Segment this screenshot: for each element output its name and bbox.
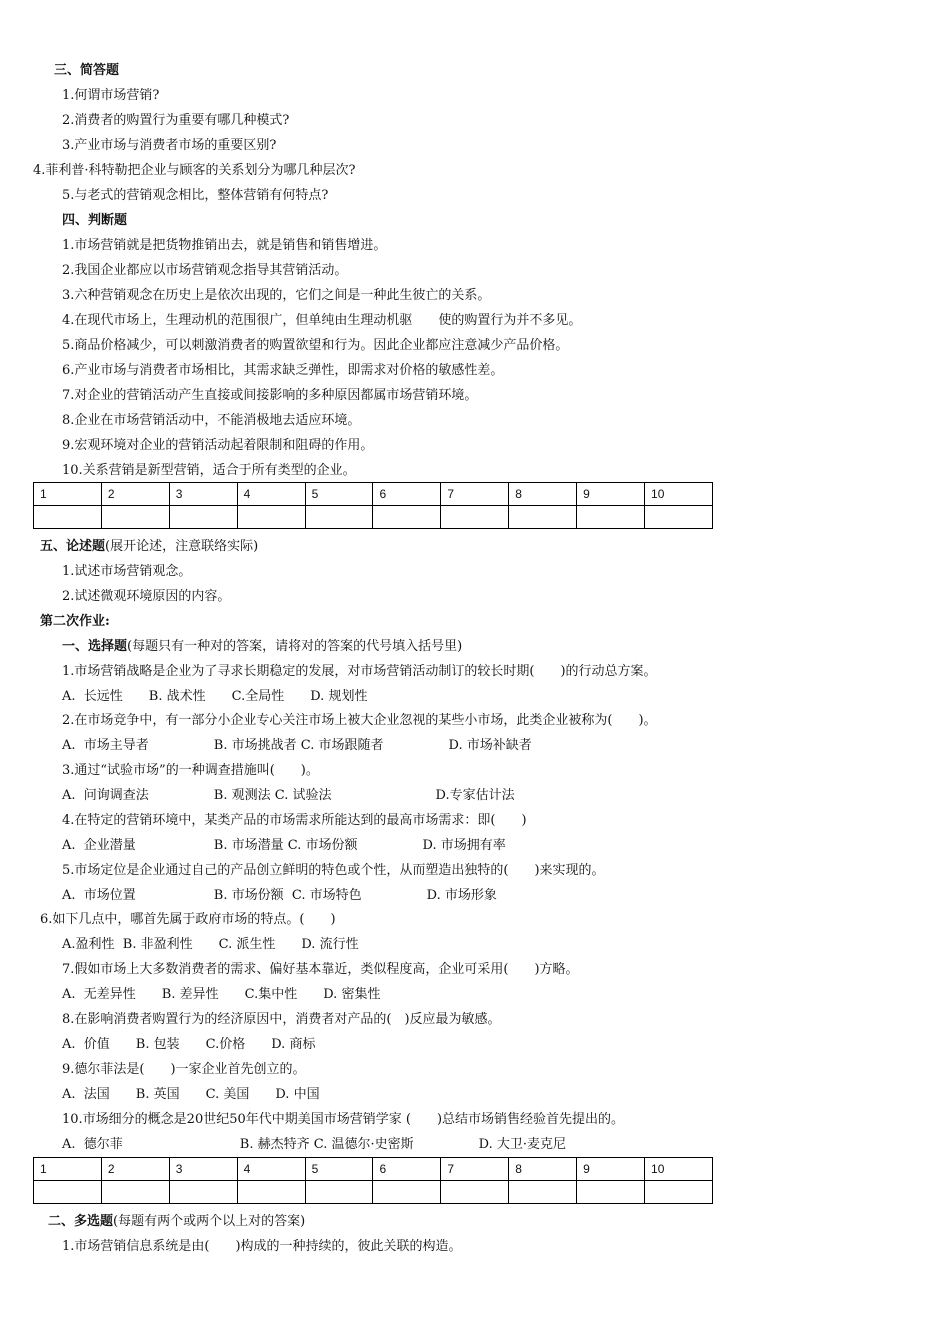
section-5-heading <box>40 538 258 556</box>
answer-table-choice <box>33 1157 713 1204</box>
sec4-item-2: 2.我国企业都应以市场营销观念指导其营销活动。 <box>62 263 348 278</box>
answer-cell[interactable] <box>373 506 441 529</box>
table-header-cell: 4 <box>237 1158 305 1181</box>
answer-cell[interactable] <box>509 506 577 529</box>
answer-cell[interactable] <box>34 1181 102 1204</box>
table-answer-row <box>34 1181 713 1204</box>
answer-cell[interactable] <box>577 1181 645 1204</box>
q5: 5.市场定位是企业通过自己的产品创立鲜明的特色或个性，从而塑造出独特的( )来实现的。 <box>62 863 605 878</box>
hw2-sec1-heading <box>62 638 462 656</box>
table-header-cell: 9 <box>577 483 645 506</box>
q3: 3.通过“试验市场”的一种调查措施叫( )。 <box>62 763 319 778</box>
sec3-item-5: 5.与老式的营销观念相比，整体营销有何特点? <box>62 188 329 203</box>
hw2-sec1-title: 一、选择题 <box>62 639 128 654</box>
hw2-sec2-title: 二、多选题 <box>48 1214 114 1229</box>
sec4-item-6: 6.产业市场与消费者市场相比，其需求缺乏弹性，即需求对价格的敏感性差。 <box>62 363 504 378</box>
sec4-item-5: 5.商品价格减少，可以刺激消费者的购置欲望和行为。因此企业都应注意减少产品价格。 <box>62 338 569 353</box>
homework-2-title: 第二次作业: <box>40 614 110 629</box>
answer-cell[interactable] <box>645 1181 713 1204</box>
answer-cell[interactable] <box>441 1181 509 1204</box>
table-header-cell: 7 <box>441 483 509 506</box>
table-header-cell: 2 <box>101 483 169 506</box>
q10: 10.市场细分的概念是20世纪50年代中期美国市场营销学家 ( )总结市场销售经验首先提出的。 <box>62 1112 625 1127</box>
answer-cell[interactable] <box>305 1181 373 1204</box>
q5-options: A. 市场位置 B. 市场份额 C. 市场特色 D. 市场形象 <box>62 888 497 903</box>
q3-options: A. 问询调查法 B. 观测法 C. 试验法 D.专家估计法 <box>62 788 515 803</box>
q1-options: A. 长远性 B. 战术性 C.全局性 D. 规划性 <box>62 689 368 704</box>
q6: 6.如下几点中，哪首先属于政府市场的特点。( ) <box>40 912 336 927</box>
table-header-cell: 10 <box>645 1158 713 1181</box>
table-header-cell: 8 <box>509 483 577 506</box>
answer-cell[interactable] <box>305 506 373 529</box>
hw2-sec2-note: (每题有两个或两个以上对的答案) <box>113 1214 306 1229</box>
q4: 4.在特定的营销环境中，某类产品的市场需求所能达到的最高市场需求：即( ) <box>62 813 527 828</box>
hw2-sec1-note: (每题只有一种对的答案，请将对的答案的代号填入括号里) <box>127 639 463 654</box>
sec4-item-8: 8.企业在市场营销活动中，不能消极地去适应环境。 <box>62 413 361 428</box>
answer-cell[interactable] <box>237 1181 305 1204</box>
answer-cell[interactable] <box>34 506 102 529</box>
table-header-cell: 7 <box>441 1158 509 1181</box>
q9-options: A. 法国 B. 英国 C. 美国 D. 中国 <box>62 1087 320 1102</box>
answer-cell[interactable] <box>373 1181 441 1204</box>
q6-options: A.盈利性 B. 非盈利性 C. 派生性 D. 流行性 <box>62 937 359 952</box>
q2-options: A. 市场主导者 B. 市场挑战者 C. 市场跟随者 D. 市场补缺者 <box>62 738 532 753</box>
table-header-cell: 1 <box>34 1158 102 1181</box>
hw2-sec2-heading <box>48 1213 305 1231</box>
table-header-cell: 4 <box>237 483 305 506</box>
answer-cell[interactable] <box>237 506 305 529</box>
table-header-row <box>34 1158 713 1181</box>
sec4-item-7: 7.对企业的营销活动产生直接或间接影响的多种原因都属市场营销环境。 <box>62 388 478 403</box>
q7: 7.假如市场上大多数消费者的需求、偏好基本靠近，类似程度高，企业可采用( )方略。 <box>62 962 579 977</box>
table-header-cell: 6 <box>373 1158 441 1181</box>
sec4-item-9: 9.宏观环境对企业的营销活动起着限制和阻碍的作用。 <box>62 438 374 453</box>
answer-cell[interactable] <box>577 506 645 529</box>
sec4-item-10: 10.关系营销是新型营销，适合于所有类型的企业。 <box>62 463 356 478</box>
sec5-item-1: 1.试述市场营销观念。 <box>62 564 192 579</box>
sec3-item-2: 2.消费者的购置行为重要有哪几种模式? <box>62 113 290 128</box>
q10-options: A. 德尔菲 B. 赫杰特齐 C. 温德尔·史密斯 D. 大卫·麦克尼 <box>62 1137 566 1152</box>
sec4-item-3: 3.六种营销观念在历史上是依次出现的，它们之间是一种此生彼亡的关系。 <box>62 288 491 303</box>
table-header-cell: 3 <box>169 1158 237 1181</box>
table-header-row <box>34 483 713 506</box>
answer-cell[interactable] <box>101 1181 169 1204</box>
answer-cell[interactable] <box>169 1181 237 1204</box>
q2: 2.在市场竞争中，有一部分小企业专心关注市场上被大企业忽视的某些小市场，此类企业被称为( )。 <box>62 713 657 728</box>
sec4-item-4: 4.在现代市场上，生理动机的范围很广，但单纯由生理动机驱 使的购置行为并不多见。 <box>62 313 582 328</box>
hw2-sec2-item-1: 1.市场营销信息系统是由( )构成的一种持续的，彼此关联的构造。 <box>62 1239 462 1254</box>
table-answer-row <box>34 506 713 529</box>
answer-cell[interactable] <box>509 1181 577 1204</box>
q4-options: A. 企业潜量 B. 市场潜量 C. 市场份额 D. 市场拥有率 <box>62 838 506 853</box>
answer-table-judgement <box>33 482 713 529</box>
sec5-item-2: 2.试述微观环境原因的内容。 <box>62 589 231 604</box>
sec3-item-1: 1.何谓市场营销? <box>62 88 160 103</box>
q9: 9.德尔菲法是( )一家企业首先创立的。 <box>62 1062 306 1077</box>
q8: 8.在影响消费者购置行为的经济原因中，消费者对产品的( )反应最为敏感。 <box>62 1012 501 1027</box>
answer-cell[interactable] <box>441 506 509 529</box>
sec3-item-4: 4.菲利普·科特勒把企业与顾客的关系划分为哪几种层次? <box>33 163 356 178</box>
table-header-cell: 1 <box>34 483 102 506</box>
answer-cell[interactable] <box>169 506 237 529</box>
q8-options: A. 价值 B. 包装 C.价格 D. 商标 <box>62 1037 316 1052</box>
table-header-cell: 5 <box>305 483 373 506</box>
table-header-cell: 2 <box>101 1158 169 1181</box>
q1: 1.市场营销战略是企业为了寻求长期稳定的发展，对市场营销活动制订的较长时期( )的行动总方案。 <box>62 664 657 679</box>
answer-cell[interactable] <box>645 506 713 529</box>
sec4-item-1: 1.市场营销就是把货物推销出去，就是销售和销售增进。 <box>62 238 387 253</box>
table-header-cell: 6 <box>373 483 441 506</box>
table-header-cell: 9 <box>577 1158 645 1181</box>
section-5-note: (展开论述，注意联络实际) <box>105 539 259 554</box>
section-3-title: 三、简答题 <box>54 63 120 78</box>
table-header-cell: 8 <box>509 1158 577 1181</box>
section-5-title: 五、论述题 <box>40 539 106 554</box>
table-header-cell: 10 <box>645 483 713 506</box>
answer-cell[interactable] <box>101 506 169 529</box>
section-4-title: 四、判断题 <box>62 213 128 228</box>
table-header-cell: 3 <box>169 483 237 506</box>
q7-options: A. 无差异性 B. 差异性 C.集中性 D. 密集性 <box>62 987 381 1002</box>
sec3-item-3: 3.产业市场与消费者市场的重要区别? <box>62 138 277 153</box>
table-header-cell: 5 <box>305 1158 373 1181</box>
